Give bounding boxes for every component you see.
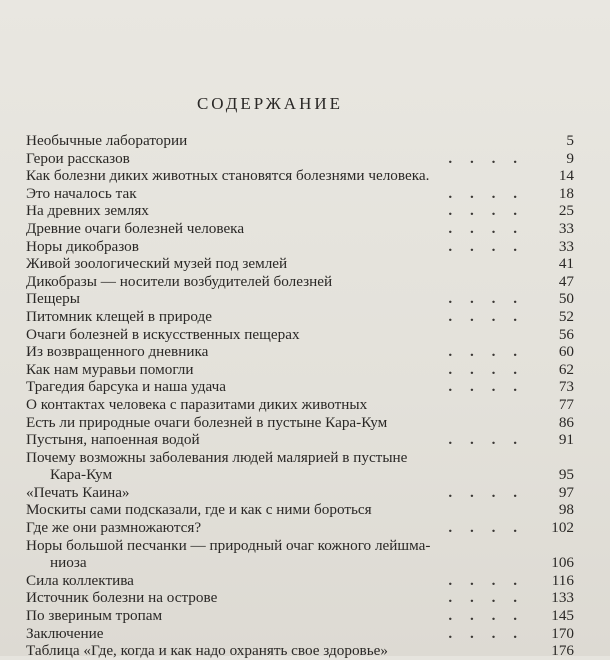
toc-entry: [26, 449, 574, 484]
toc-page-number: 133: [551, 589, 574, 607]
dot-leader: . . . .: [448, 149, 524, 167]
toc-entry-text: Заключение: [26, 624, 104, 642]
toc-page-number: 62: [558, 360, 574, 378]
toc-entry-title: [26, 378, 226, 396]
toc-entry: [26, 537, 574, 572]
toc-entry: [26, 572, 574, 590]
toc-page-number: 52: [558, 307, 574, 325]
toc-entry-title: [26, 238, 139, 256]
toc-entry-title: [26, 501, 372, 519]
toc-entry: [26, 607, 574, 625]
dot-leader: . . . .: [448, 237, 524, 255]
toc-entry: [26, 343, 574, 361]
toc-entry: [26, 431, 574, 449]
dot-leader: . . . .: [448, 307, 524, 325]
toc-page-number: 77: [558, 395, 574, 413]
toc-page-number: 9: [566, 149, 574, 167]
dot-leader: . . . .: [448, 607, 524, 625]
toc-entry: [26, 238, 574, 256]
toc-page-number: 33: [558, 219, 574, 237]
toc-page-number: 176: [551, 642, 574, 660]
toc-entry-text: Москиты сами подсказали, где и как с ними бороться: [26, 501, 372, 519]
toc-entry-continuation: ниоза: [50, 554, 87, 572]
dot-leader: . . . .: [448, 290, 524, 308]
toc-entry-text: Пустыня, напоенная водой: [26, 431, 200, 449]
toc-entry: [26, 361, 574, 379]
toc-page-number: 145: [551, 607, 574, 625]
toc-page-number: 56: [558, 325, 574, 343]
toc-entry-text: Древние очаги болезней человека: [26, 219, 245, 237]
toc-entry-text: Таблица «Где, когда и как надо охранять свое здоровье»: [26, 642, 388, 660]
toc-page-number: 73: [558, 378, 574, 396]
toc-entry-text: Почему возможны заболевания людей малярией в пустыне: [26, 448, 408, 466]
toc-page-number: 41: [558, 255, 574, 273]
toc-entry-title: [26, 132, 187, 150]
toc-entry-title: [26, 202, 149, 220]
toc-entry-title: [26, 414, 387, 432]
toc-entry-title: [26, 185, 137, 203]
toc-page-number: 91: [558, 431, 574, 449]
toc-page-number: 102: [551, 519, 574, 537]
toc-page-number: 116: [551, 571, 574, 589]
dot-leader: . . . .: [448, 624, 524, 642]
dot-leader: . . . .: [448, 219, 524, 237]
toc-entry-text: Норы большой песчанки — природный очаг кожного лейшма-: [26, 536, 431, 554]
toc-entry-text: Есть ли природные очаги болезней в пустыне Кара-Кум: [26, 413, 388, 431]
dot-leader: . . . .: [448, 360, 524, 378]
toc-entry-title: [26, 273, 332, 291]
toc-entry-text: Как нам муравьи помогли: [26, 360, 194, 378]
toc-entry-text: Источник болезни на острове: [26, 589, 218, 607]
toc-page-number: 25: [558, 202, 574, 220]
toc-entry-title: [26, 361, 193, 379]
toc-entry-text: По звериным тропам: [26, 607, 163, 625]
toc-entry: [26, 167, 574, 185]
toc-entry: [26, 290, 574, 308]
toc-entry: [26, 326, 574, 344]
toc-entry-text: Дикобразы — носители возбудителей болезней: [26, 272, 333, 290]
toc-entry-title: [26, 589, 217, 607]
toc-entry-text: Норы дикобразов: [26, 237, 139, 255]
dot-leader: . . . .: [448, 571, 524, 589]
toc-entry: [26, 378, 574, 396]
toc-page-number: 60: [558, 343, 574, 361]
toc-entry-text: Это началось так: [26, 184, 137, 202]
toc-entry: [26, 642, 574, 660]
toc-entry-title: [26, 326, 300, 344]
toc-page-number: 170: [551, 624, 574, 642]
toc-page-number: 18: [558, 184, 574, 202]
toc-entry-text: Сила коллектива: [26, 571, 134, 589]
toc-entry-continuation: Кара-Кум: [50, 466, 113, 484]
toc-page-number: 14: [558, 167, 574, 185]
toc-entry-text: «Печать Каина»: [26, 483, 130, 501]
toc-entry-title: [26, 572, 134, 590]
toc-entry: [26, 132, 574, 150]
toc-entry: [26, 519, 574, 537]
toc-entry: [26, 273, 574, 291]
toc-entry: [26, 396, 574, 414]
toc-entry-title: [26, 343, 208, 361]
dot-leader: . . . .: [448, 184, 524, 202]
toc-entry-title: [26, 449, 407, 484]
dot-leader: . . . .: [448, 343, 524, 361]
toc-page-number: 86: [558, 413, 574, 431]
toc-entry: [26, 150, 574, 168]
toc-entry-title: [26, 642, 388, 660]
toc-page-number: 97: [558, 483, 574, 501]
toc-entry: [26, 414, 574, 432]
toc-entry-title: [26, 607, 162, 625]
toc-entry-text: Герои рассказов: [26, 149, 130, 167]
toc-page-number: 106: [551, 554, 574, 572]
toc-entry-title: [26, 308, 212, 326]
toc-entry-text: Из возвращенного дневника: [26, 343, 209, 361]
toc-entry-text: Очаги болезней в искусственных пещерах: [26, 325, 300, 343]
toc-entry-title: [26, 255, 287, 273]
toc-page-number: 50: [558, 290, 574, 308]
toc-entry-text: Трагедия барсука и наша удача: [26, 378, 227, 396]
toc-page-number: 33: [558, 237, 574, 255]
dot-leader: . . . .: [448, 378, 524, 396]
toc-entry-title: [26, 625, 103, 643]
toc-entry-title: [26, 537, 430, 572]
toc-entry-text: Пещеры: [26, 290, 80, 308]
toc-page-number: 5: [566, 132, 574, 149]
dot-leader: . . . .: [448, 589, 524, 607]
toc-entry-title: [26, 431, 200, 449]
toc-entry-title: [26, 150, 130, 168]
toc-entry-title: [26, 220, 244, 238]
toc-entry-title: [26, 484, 130, 502]
toc-page-number: 95: [558, 466, 574, 484]
toc-entry: [26, 501, 574, 519]
toc-entry-title: [26, 167, 429, 185]
toc-entry-title: [26, 519, 201, 537]
dot-leader: . . . .: [448, 519, 524, 537]
toc-entry-text: На древних землях: [26, 202, 149, 220]
table-of-contents: [26, 132, 574, 660]
toc-entry-title: [26, 396, 367, 414]
toc-entry: [26, 202, 574, 220]
dot-leader: . . . .: [448, 483, 524, 501]
toc-page-number: 98: [558, 501, 574, 519]
dot-leader: . . . .: [448, 202, 524, 220]
toc-entry-text: Где же они размножаются?: [26, 519, 202, 537]
toc-entry-text: О контактах человека с паразитами диких животных: [26, 395, 368, 413]
toc-entry: [26, 484, 574, 502]
toc-entry-text: Необычные лаборатории: [26, 132, 188, 149]
toc-entry: [26, 625, 574, 643]
toc-entry: [26, 308, 574, 326]
toc-entry-title: [26, 290, 80, 308]
toc-page-number: 47: [558, 272, 574, 290]
toc-entry-text: Питомник клещей в природе: [26, 307, 212, 325]
toc-entry-text: Живой зоологический музей под землей: [26, 255, 288, 273]
dot-leader: . . . .: [448, 431, 524, 449]
toc-entry-text: Как болезни диких животных становятся болезнями человека.: [26, 167, 430, 185]
toc-entry: [26, 589, 574, 607]
toc-entry: [26, 255, 574, 273]
toc-entry: [26, 185, 574, 203]
toc-entry: [26, 220, 574, 238]
page-title: СОДЕРЖАНИЕ: [196, 94, 344, 113]
